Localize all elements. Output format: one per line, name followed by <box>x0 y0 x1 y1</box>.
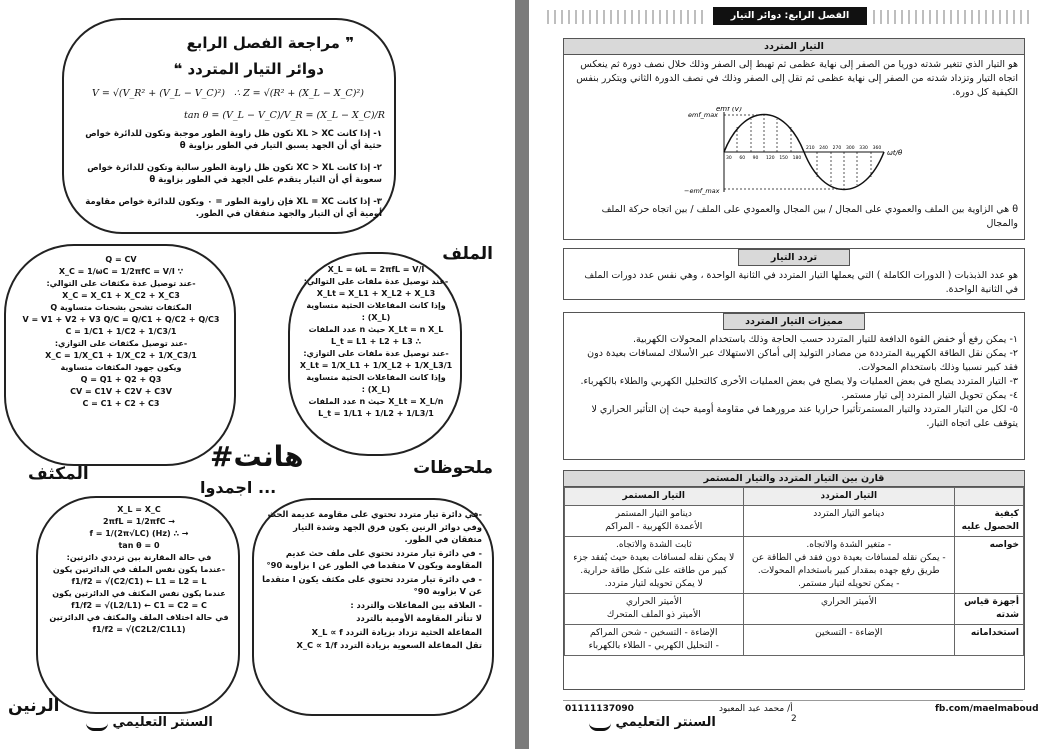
notes-line: المفاعلة الحثية تزداد بزيادة التردد X_L ∝ f <box>311 626 482 637</box>
notes-line: لا تتأثر المقاومة الأومية بالتردد <box>356 613 482 623</box>
notes-line: - العلاقة بين المفاعلات والتردد : <box>350 599 482 610</box>
graph-tick-label: 330 <box>859 146 868 151</box>
header-ornament-left <box>547 10 707 24</box>
coil-line: وإذا كانت المفاعلات الحثية متساوية (X_L) : <box>306 301 446 322</box>
table-cell: استخداماته <box>955 625 1024 656</box>
rule-1: ١- إذا كانت XL > XC تكون ظل زاوية الطور موجبة وتكون للدائرة خواص حثية أي أن الجهد يسبق التيار في الطور بزاوية θ <box>85 129 382 151</box>
theta-note: θ هي الزاوية بين الملف والعمودي على المجال / بين المجال والعمودي على الملف / بين اتجاه حركة الملف والمجال <box>601 204 1018 229</box>
coil-line: X_L = ωL = 2πfL = V/I <box>327 265 425 274</box>
cap-line: ∵ X_C = 1/ωC = 1/2πfC = V/I <box>58 267 184 276</box>
freq-box-title: تردد التيار <box>738 249 850 266</box>
ac-box-body: هو التيار الذي تتغير شدته دوريا من الصفر إلى نهاية عظمى ثم تهبط إلى الصفر وذلك خلال نصف دورة ثم ينعكس اتجاه التيار وتزداد شدته من الصفر إلى نهاية عظمى ثم تقل إلى الصفر وذلك في نصف الدورة الثاني ويتكرر بنفس الكيفية كل دورة. <box>576 59 1018 98</box>
freq-box-body: هو عدد الذبذبات ( الدورات الكاملة ) التي يعملها التيار المتردد في الثانية الواحدة ، وهي نفس عدد دورات الملف في الثانية الواحدة. <box>584 270 1018 295</box>
header-ornament-right <box>873 10 1033 24</box>
book-icon <box>86 714 108 731</box>
cap-line: X_C = X_C1 + X_C2 + X_C3 <box>62 291 180 300</box>
tan-formula: tan θ = (V_L − V_C)/V_R = (X_L − X_C)/R <box>184 110 385 121</box>
coil-line: X_Lt = X_L/n حيث n عدد الملفات <box>308 397 444 406</box>
coil-cloud <box>288 252 462 456</box>
res-line: → ∴ f = 1/(2π√LC) (Hz) <box>89 529 189 538</box>
table-cell: كيفية الحصول عليه <box>955 506 1024 537</box>
coil-line: -عند توصيل عدة ملفات على التوالي: <box>303 277 449 286</box>
impedance-formula: ∴ Z = √(R² + (X_L − X_C)²) <box>234 88 364 99</box>
compare-box-title: قارن بين التيار المتردد والتيار المستمر <box>564 471 1024 487</box>
features-box-title: مميزات التيار المتردد <box>723 313 865 330</box>
graph-tick-label: 90 <box>752 156 759 161</box>
review-title: ❞ مراجعة الفصل الرابع <box>186 34 354 52</box>
resonance-formulas <box>46 504 232 636</box>
compare-header-cell: التيار المتردد <box>743 488 954 506</box>
ac-sine-graph <box>684 107 914 197</box>
cap-line: 1/X_C = 1/X_C1 + 1/X_C2 + 1/X_C3 <box>45 351 197 360</box>
footer-rule <box>563 700 1023 701</box>
notes-line: تقل المفاعلة السعوية بزيادة التردد X_C ∝ 1/f <box>296 640 482 650</box>
graph-tick-label: 150 <box>779 156 788 161</box>
cap-line: -عند توصيل عدة مكثفات على التوالي: <box>46 279 196 288</box>
hashtag-text: #هانت <box>210 440 304 473</box>
capacitor-cloud <box>4 244 236 466</box>
feature-item: ٣- التيار المتردد يصلح في بعض العمليات ولا يصلح في بعض العمليات الأخرى كالتحليل الكهربي والطلاء بالكهرباء. <box>580 376 1018 387</box>
coil-line: X_Lt = X_L1 + X_L2 + X_L3 <box>316 289 436 298</box>
graph-tick-label: 360 <box>872 146 882 151</box>
table-cell: - متغير الشدة والاتجاه. - يمكن نقله لمسافات بعيدة دون فقد في الطاقة عن طريق رفع جهده بمقدار كبير باستخدام المحولات. - يمكن تحويله لتيار مستمر. <box>743 537 954 594</box>
table-cell: دينامو التيار المتردد <box>743 506 954 537</box>
cap-line: V = V1 + V2 + V3 Q/C = Q/C1 + Q/C2 + Q/C3 <box>22 315 220 324</box>
cap-line: -عند توصيل مكثفات على التوازي: <box>54 339 188 348</box>
coil-heading: الملف <box>442 244 493 264</box>
table-row <box>565 506 1024 537</box>
table-cell: الإضاءة - التسخين - شحن المراكم - التحليل الكهربي - الطلاء بالكهرباء <box>565 625 744 656</box>
footer-teacher: أ/ محمد عبد المعبود <box>719 704 793 714</box>
graph-tick-label: 270 <box>832 146 842 151</box>
table-row <box>565 625 1024 656</box>
res-line: → 2πfL = 1/2πfC <box>103 517 175 526</box>
graph-label-max: emf_max <box>688 111 719 119</box>
capacitor-heading: المكثف <box>28 464 89 484</box>
compare-box <box>563 470 1025 690</box>
left-page <box>0 0 515 749</box>
ac-box-title: التيار المتردد <box>564 39 1024 55</box>
feature-item: ٥- لكل من التيار المتردد والتيار المستمرتأثيرا حراريا عند مرورهما في مقاومة أومية حيث إن التأثير الحراري لا يتوقف على اتجاه التيار. <box>591 404 1018 429</box>
compare-header-cell <box>955 488 1024 506</box>
graph-tick-label: 30 <box>726 156 732 161</box>
table-cell: الإضاءة - التسخين <box>743 625 954 656</box>
cap-line: المكثفات تشحن بشحنات متساوية Q <box>50 303 192 312</box>
graph-tick-label: 60 <box>739 156 746 161</box>
feature-item: ١- يمكن رفع أو خفض القوة الدافعة للتيار المتردد حسب الحاجة وذلك باستخدام المحولات الكهربية. <box>633 334 1018 345</box>
res-line: f1/f2 = √(L2/L1) ← C1 = C2 = C <box>71 601 207 610</box>
features-list <box>564 330 1024 434</box>
freq-box <box>563 248 1025 300</box>
cap-line: 1/C = 1/C1 + 1/C2 + 1/C3 <box>65 327 177 336</box>
res-line: في حالة اختلاف الملف والمكثف في الدائرتين <box>49 613 229 622</box>
compare-header-cell: التيار المستمر <box>565 488 744 506</box>
graph-axis-label: ωt/θ <box>887 149 903 157</box>
footer-brand-left: السنتر التعليمي <box>86 714 213 731</box>
cap-line: CV = C1V + C2V + C3V <box>70 387 172 396</box>
notes-line: - في دائرة تيار متردد تحتوي على ملف حث عديم المقاومة ويكون V متقدما في الطور عن I بزاوية 90° <box>266 547 482 570</box>
notes-list <box>262 508 482 653</box>
compare-table <box>564 487 1024 656</box>
table-cell: دينامو التيار المستمر الأعمدة الكهربية - المراكم <box>565 506 744 537</box>
compare-header-row <box>565 488 1024 506</box>
voltage-formula: V = √(V_R² + (V_L − V_C)²) <box>92 88 225 99</box>
cap-line: Q = Q1 + Q2 + Q3 <box>80 375 162 384</box>
res-line: f1/f2 = √(C2L2/C1L1) <box>92 625 186 634</box>
res-line: عندما يكون نفس المكثف في الدائرتين يكون <box>52 589 226 598</box>
ac-box <box>563 38 1025 240</box>
resonance-heading: الرنين <box>8 696 60 716</box>
notes-line: -في دائرة تيار متردد تحتوي على مقاومة عديمة الحث وفي دوائر الرنين يكون فرق الجهد وشدة التيار متفقان في الطور. <box>267 509 482 544</box>
coil-formulas <box>298 264 454 420</box>
footer-phone: 01111137090 <box>565 704 634 714</box>
res-line: f1/f2 = √(C2/C1) ← L1 = L2 = L <box>71 577 207 586</box>
header-title: الفصل الرابع: دوائر التيار المتردد <box>713 7 867 25</box>
right-page <box>529 0 1052 749</box>
table-cell: أجهزة قياس شدته <box>955 594 1024 625</box>
table-cell: خواصه <box>955 537 1024 594</box>
coil-line: 1/X_Lt = 1/X_L1 + 1/X_L2 + 1/X_L3 <box>299 361 453 370</box>
notes-line: - في دائرة تيار متردد تحتوي على مكثف يكون I متقدما عن V بزاوية 90° <box>262 573 482 596</box>
notes-cloud <box>252 498 494 716</box>
features-box <box>563 312 1025 460</box>
res-line: X_L = X_C <box>117 505 161 514</box>
rule-3: ٣- إذا كانت XL = XC فإن زاوية الطور = ٠ ويكون للدائرة خواص مقاومة أومية أي أن التيار والجهد متفقان في الطور. <box>85 197 382 219</box>
table-cell: الأميتر الحراري الأميتر ذو الملف المتحرك <box>565 594 744 625</box>
table-cell: ثابت الشدة والاتجاه. لا يمكن نقله لمسافات بعيدة حيث يُفقد جزء كبير من طاقته على شكل طاقة حرارية. لا يمكن تحويله لتيار متردد. <box>565 537 744 594</box>
graph-tick-label: 300 <box>845 146 855 151</box>
review-cloud <box>62 18 396 234</box>
coil-line: ∴ L_t = L1 + L2 + L3 <box>330 337 422 346</box>
table-row <box>565 594 1024 625</box>
cap-line: ويكون جهود المكثفات متساوية <box>60 363 182 372</box>
res-line: -عندما يكون نفس الملف في الدائرتين يكون <box>52 565 226 574</box>
rule-2: ٢- إذا كانت XC > XL تكون ظل زاوية الطور سالبة وتكون للدائرة خواص سعوية أي أن التيار يتقدم على الجهد في الطور بزاوية θ <box>87 163 382 185</box>
graph-tick-label: 240 <box>819 146 828 151</box>
cap-line: Q = CV <box>105 255 137 264</box>
footer-social[interactable]: fb.com/maelmaboud <box>935 704 1039 714</box>
graph-tick-label: 180 <box>792 156 802 161</box>
encourage-text: اجمدوا ... <box>200 478 277 497</box>
chapter-title: دوائر التيار المتردد ❝ <box>173 60 324 78</box>
res-line: في حالة المقارنة بين ترددي دائرتين: <box>66 553 212 562</box>
graph-tick-label: 210 <box>805 146 815 151</box>
feature-item: ٤- يمكن تحويل التيار المتردد إلى تيار مستمر. <box>841 390 1018 401</box>
table-row <box>565 537 1024 594</box>
coil-line: 1/L_t = 1/L1 + 1/L2 + 1/L3 <box>318 409 434 418</box>
resonance-cloud <box>36 496 240 714</box>
notes-heading: ملحوظات <box>413 458 493 478</box>
coil-line: -عند توصيل عدة ملفات على التوازي: <box>303 349 449 358</box>
coil-line: X_Lt = n X_L حيث n عدد الملفات <box>308 325 444 334</box>
graph-label-min: −emf_max <box>684 187 720 195</box>
table-cell: الأميتر الحراري <box>743 594 954 625</box>
coil-line: وإذا كانت المفاعلات الحثية متساوية (X_L) : <box>306 373 446 394</box>
feature-item: ٢- يمكن نقل الطاقة الكهربية المترددة من مصادر التوليد إلى أماكن الاستهلاك عبر الأسلاك لمسافات بعيدة دون فقد كبير نسبيا وذلك باستخدام المحولات. <box>587 348 1018 373</box>
res-line: tan θ = 0 <box>118 541 160 550</box>
book-icon <box>589 714 611 731</box>
capacitor-formulas <box>16 254 226 410</box>
cap-line: C = C1 + C2 + C3 <box>82 399 160 408</box>
graph-label-top: emf (V) <box>716 107 743 113</box>
page-number: 2 <box>791 714 797 724</box>
footer-brand-right: السنتر التعليمي <box>589 714 716 731</box>
graph-tick-label: 120 <box>765 156 775 161</box>
